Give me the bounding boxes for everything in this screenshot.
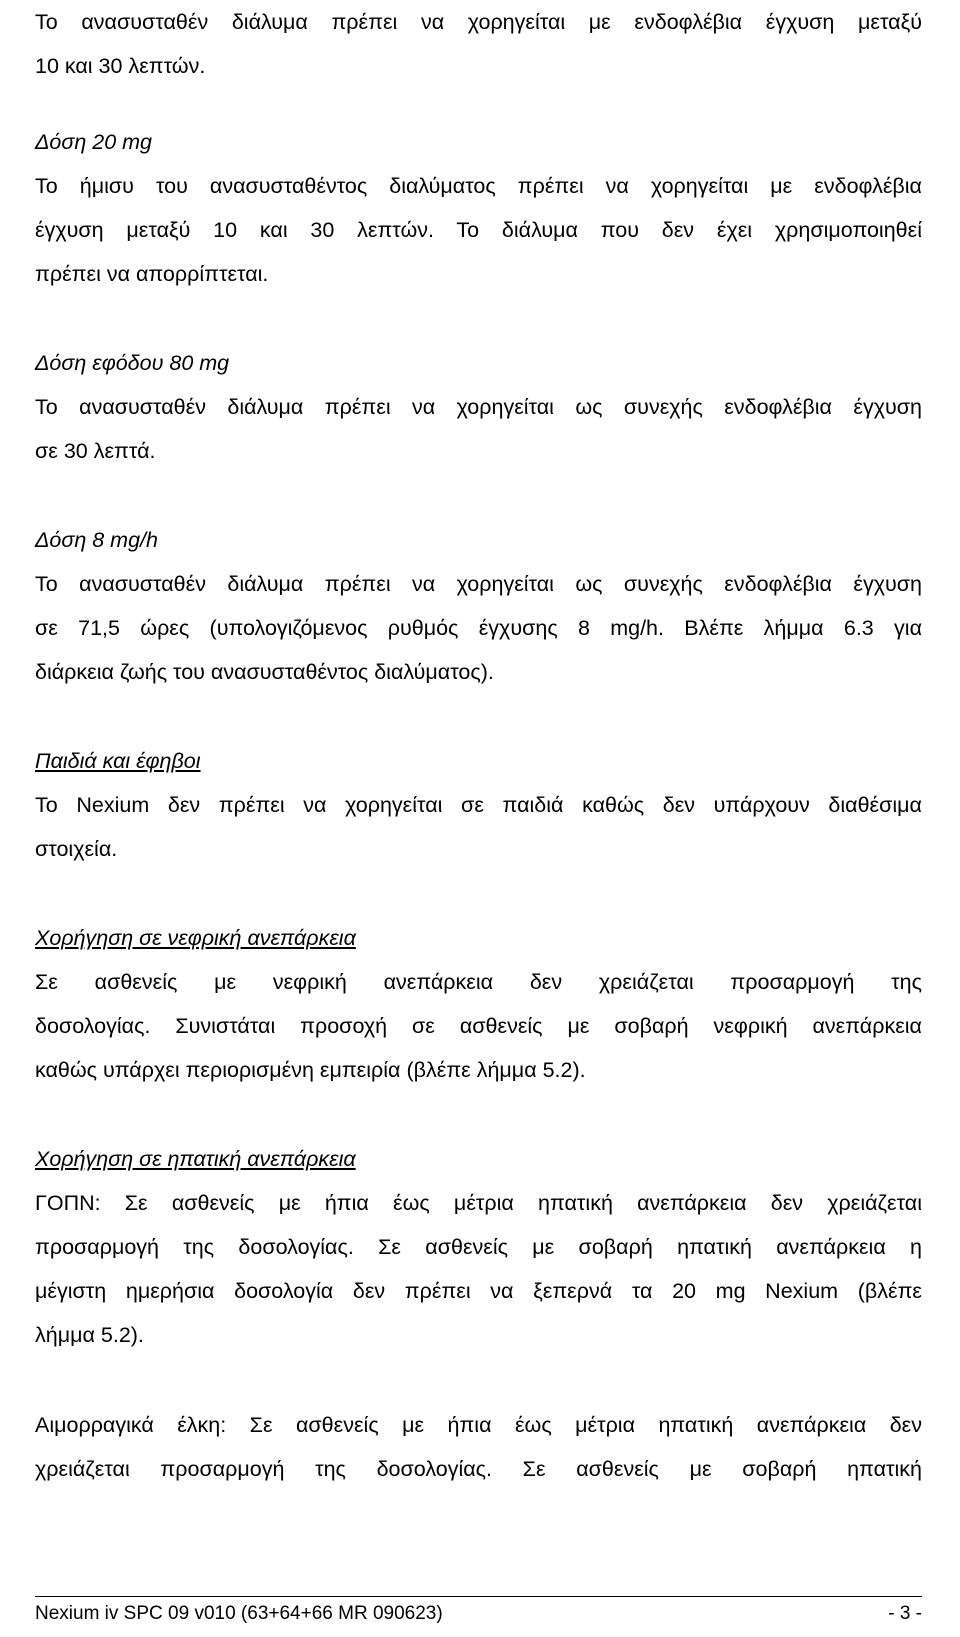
section-heading-dose-80: Δόση εφόδου 80 mg [35, 351, 230, 375]
text-line: Το ανασυσταθέν διάλυμα πρέπει να χορηγείται ως συνεχής ενδοφλέβια έγχυση [35, 572, 922, 596]
text-line: στοιχεία. [35, 837, 118, 861]
text-line: σε 71,5 ώρες (υπολογιζόμενος ρυθμός έγχυσης 8 mg/h. Βλέπε λήμμα 6.3 για [35, 616, 922, 640]
footer-page-number: - 3 - [888, 1603, 922, 1624]
text-line: δοσολογίας. Συνιστάται προσοχή σε ασθενείς με σοβαρή νεφρική ανεπάρκεια [35, 1014, 922, 1038]
text-line: ΓΟΠΝ: Σε ασθενείς με ήπια έως μέτρια ηπατική ανεπάρκεια δεν χρειάζεται [35, 1191, 922, 1215]
section-heading-renal: Χορήγηση σε νεφρική ανεπάρκεια [35, 926, 356, 950]
text-line: έγχυση μεταξύ 10 και 30 λεπτών. Το διάλυμα που δεν έχει χρησιμοποιηθεί [35, 218, 922, 242]
text-line: διάρκεια ζωής του ανασυσταθέντος διαλύματος). [35, 660, 494, 684]
text-line: Το ήμισυ του ανασυσταθέντος διαλύματος πρέπει να χορηγείται με ενδοφλέβια [35, 174, 922, 198]
text-line: μέγιστη ημερήσια δοσολογία δεν πρέπει να ξεπερνά τα 20 mg Nexium (βλέπε [35, 1279, 922, 1303]
text-line: Αιμορραγικά έλκη: Σε ασθενείς με ήπια έως μέτρια ηπατική ανεπάρκεια δεν [35, 1413, 922, 1437]
text-line: προσαρμογή της δοσολογίας. Σε ασθενείς με σοβαρή ηπατική ανεπάρκεια η [35, 1235, 922, 1259]
text-line: πρέπει να απορρίπτεται. [35, 262, 269, 286]
footer-document-id: Nexium iv SPC 09 v010 (63+64+66 MR 090623) [35, 1603, 443, 1624]
text-line: χρειάζεται προσαρμογή της δοσολογίας. Σε ασθενείς με σοβαρή ηπατική [35, 1457, 922, 1481]
section-heading-hepatic: Χορήγηση σε ηπατική ανεπάρκεια [35, 1147, 356, 1171]
text-line: Το ανασυσταθέν διάλυμα πρέπει να χορηγείται ως συνεχής ενδοφλέβια έγχυση [35, 395, 922, 419]
text-line: 10 και 30 λεπτών. [35, 54, 206, 78]
text-line: Σε ασθενείς με νεφρική ανεπάρκεια δεν χρειάζεται προσαρμογή της [35, 970, 922, 994]
text-line: Το ανασυσταθέν διάλυμα πρέπει να χορηγείται με ενδοφλέβια έγχυση μεταξύ [35, 10, 922, 34]
page-footer [35, 1596, 922, 1631]
text-line: λήμμα 5.2). [35, 1323, 144, 1347]
text-line: καθώς υπάρχει περιορισμένη εμπειρία (βλέπε λήμμα 5.2). [35, 1058, 586, 1082]
section-heading-dose-20: Δόση 20 mg [35, 130, 153, 154]
text-line: Το Nexium δεν πρέπει να χορηγείται σε παιδιά καθώς δεν υπάρχουν διαθέσιμα [35, 793, 922, 817]
section-heading-children: Παιδιά και έφηβοι [35, 749, 201, 773]
text-line: σε 30 λεπτά. [35, 439, 156, 463]
section-heading-dose-8mgh: Δόση 8 mg/h [35, 528, 158, 552]
